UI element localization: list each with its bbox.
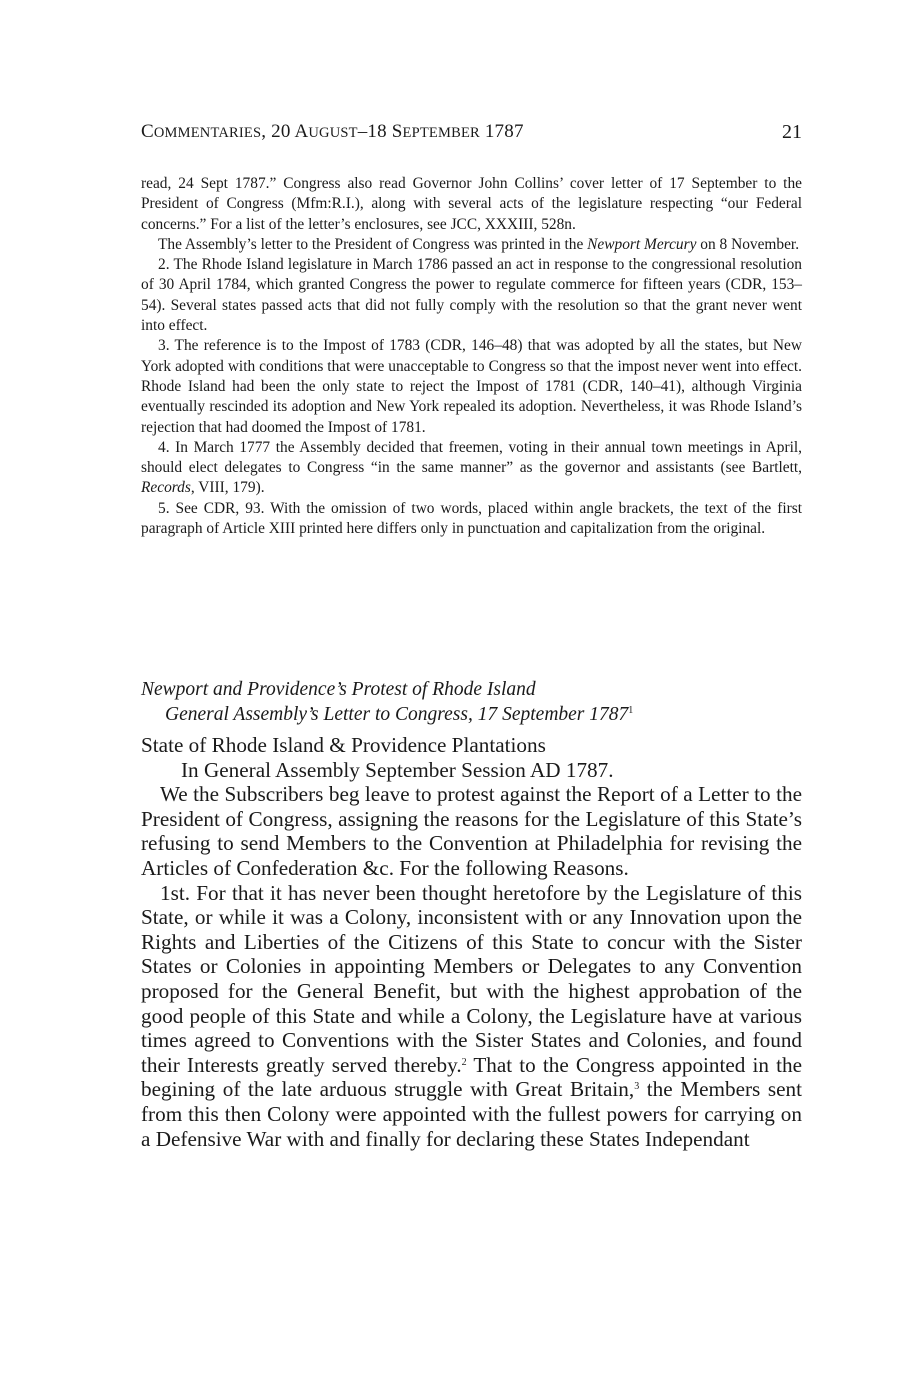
body-text: That to the Congress appointed in the begining of the late arduous struggle with Great Britain,: [141, 1052, 802, 1102]
document-heading-state: State of Rhode Island & Providence Plantations: [141, 733, 546, 757]
running-head-part: –18 S: [357, 121, 403, 142]
endnote-5: 5. See CDR, 93. With the omission of two words, placed within angle brackets, the text of the first paragraph of Article XIII printed here differs only in punctuation and capitalization from the original.: [141, 499, 802, 538]
document-title: [141, 677, 802, 727]
endnote-3: 3. The reference is to the Impost of 1783 (CDR, 146–48) that was adopted by all the states, but New York adopted with conditions that were unacceptable to Congress so that the impost never went into effect. Rhode Island had been the only state to reject the Impost of 1781 (CDR, 140–41), although Virginia eventually rescinded its adoption and New York repealed its adoption. Nevertheless, it was Rhode Island’s rejection that had doomed the Impost of 1781.: [141, 337, 802, 436]
running-head: [141, 121, 524, 143]
document-title-line1: Newport and Providence’s Protest of Rhode Island: [141, 679, 536, 700]
running-head-part: UGUST: [308, 125, 358, 141]
footnote-ref: 3: [634, 1081, 640, 1093]
note-text: The Assembly’s letter to the President of Congress was printed in the: [158, 235, 588, 253]
note-text: on 8 November.: [696, 235, 800, 253]
body-paragraph: [141, 881, 802, 1152]
running-head-part: EPTEMBER: [402, 125, 480, 141]
note-text: , VIII, 179).: [190, 479, 265, 497]
endnote-4: [141, 438, 802, 499]
page-number: 21: [782, 121, 802, 143]
document-title-line2: [141, 702, 802, 727]
running-head-part: , 20 A: [261, 121, 309, 142]
endnote-mercury: [141, 235, 802, 255]
running-head-part: 1787: [479, 121, 524, 142]
body-paragraph: We the Subscribers beg leave to protest against the Report of a Letter to the President of Congress, assigning the reasons for the Legislature of this State’s refusing to send Members to the Convention at Philadelphia for revising the Articles of Confederation &c. For the following Reasons.: [141, 782, 802, 880]
document-heading-session: In General Assembly September Session AD 1787.: [181, 757, 614, 782]
note-text: 4. In March 1777 the Assembly decided that freemen, voting in their annual town meetings in April, should elect delegates to Congress “in the same manner” as the governor and assistants (see Bartlett,: [141, 438, 802, 477]
endnote-2: 2. The Rhode Island legislature in March 1786 passed an act in response to the congressional resolution of 30 April 1784, which granted Congress the power to regulate commerce for fifteen years (CDR, 153–54). Several states passed acts that did not fully comply with the resolution so that the grant never went into effect.: [141, 256, 802, 335]
body-text: 1st. For that it has never been thought heretofore by the Legislature of this State, or while it was a Colony, inconsistent with or any Innovation upon the Rights and Liberties of the Citizens of this State to concur with the Sister States or Colonies in appointing Members or Delegates to any Convention proposed for the General Benefit, but with the highest approbation of the good people of this State and while a Colony, the Legislature have at various times agreed to Conventions with the Sister States and Colonies, and found their Interests greatly served thereby.: [141, 880, 802, 1077]
note-italic: Records: [141, 479, 191, 497]
body-text: the Members sent from this then Colony were appointed with the fullest powers for carrying on a Defensive War with and finally for declaring these States Independant: [141, 1077, 802, 1151]
footnote-ref: 2: [461, 1056, 467, 1068]
endnotes: [141, 174, 802, 539]
endnote-continued: read, 24 Sept 1787.” Congress also read Governor John Collins’ cover letter of 17 September to the President of Congress (Mfm:R.I.), along with several acts of the legislature respecting “our Federal concerns.” For a list of the letter’s enclosures, see JCC, XXXIII, 528n.: [141, 175, 802, 233]
note-italic: Newport Mercury: [587, 235, 697, 253]
title-text: General Assembly’s Letter to Congress, 17 September 1787: [165, 704, 629, 725]
document-body: [141, 733, 802, 1151]
page-header: [141, 121, 802, 151]
running-head-part: OMMENTARIES: [153, 125, 262, 141]
footnote-ref: 1: [628, 705, 634, 716]
running-head-part: C: [141, 121, 154, 142]
